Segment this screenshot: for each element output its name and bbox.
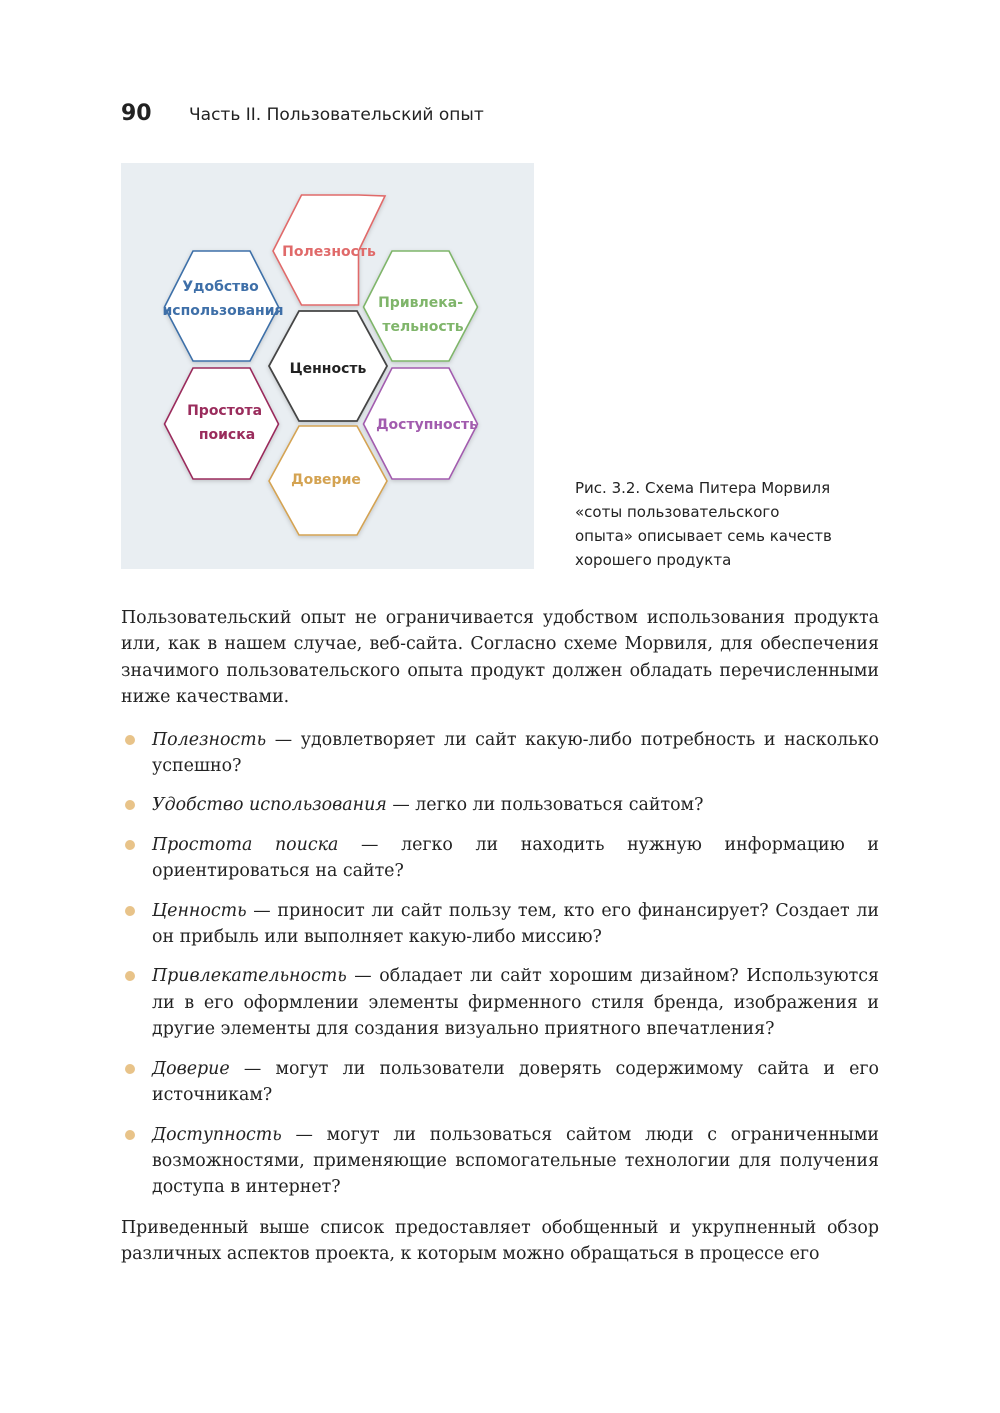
hex-dostupnost — [364, 368, 479, 479]
list-term: Доверие — [152, 1058, 230, 1079]
hex-doverie — [269, 426, 387, 535]
hex-label-tsennost: Ценность — [289, 361, 367, 377]
closing-paragraph: Приведенный выше список предоставляет обобщенный и укрупненный обзор различных аспектов проекта, к которым можно обращаться в процессе его — [121, 1217, 879, 1265]
hex-label-dostupnost: Доступность — [376, 417, 478, 433]
hex-label-prostota-poiska: Простота поиска — [187, 403, 263, 443]
hex-polezost — [273, 195, 385, 305]
list-item — [121, 832, 879, 885]
hex-label-privlekatelnost: Привлека- тельность — [378, 295, 464, 335]
bullet-icon — [125, 840, 135, 850]
hex-prostota-poiska — [165, 368, 279, 479]
page-number: 90 — [121, 101, 152, 126]
list-term: Простота поиска — [152, 834, 339, 855]
bullet-icon — [125, 1064, 135, 1074]
list-term: Ценность — [152, 900, 247, 921]
bullet-icon — [125, 971, 135, 981]
caption-line: опыта» описывает семь качеств — [575, 527, 832, 545]
list-text: — могут ли пользователи доверять содержимому сайта и его источникам? — [152, 1058, 879, 1106]
figure-caption — [575, 476, 895, 572]
hex-label-udobstvo: Удобство использования — [162, 279, 284, 319]
page-header — [121, 101, 484, 126]
hex-udobstvo — [162, 251, 283, 361]
list-item — [121, 792, 879, 818]
hex-label-doverie: Доверие — [291, 472, 361, 488]
list-text: — обладает ли сайт хорошим дизайном? Используются ли в его оформлении элементы фирменного стиля бренда, изображения и другие элементы для создания визуально приятного впечатления? — [152, 966, 879, 1040]
hex-tsennost — [269, 311, 387, 421]
list-term: Удобство использования — [152, 795, 387, 816]
running-title: Часть II. Пользовательский опыт — [189, 105, 484, 125]
list-item — [121, 727, 879, 780]
list-text: — легко ли находить нужную информацию и ориентироваться на сайте? — [152, 834, 879, 882]
honeycomb-figure — [121, 163, 534, 569]
hex-privlekatelnost — [364, 251, 478, 361]
list-text: — могут ли пользоваться сайтом люди с ограниченными возможностями, применяющие вспомогательные технологии для получения доступа в интернет? — [152, 1124, 879, 1198]
qualities-list — [121, 727, 879, 1201]
hex-label-polezost: Полезность — [282, 244, 376, 260]
bullet-icon — [125, 1130, 135, 1140]
list-term: Полезность — [152, 729, 267, 750]
list-text: — приносит ли сайт пользу тем, кто его финансирует? Создает ли он прибыль или выполняет какую-либо миссию? — [152, 900, 879, 948]
honeycomb-diagram — [121, 163, 534, 569]
bullet-icon — [125, 800, 135, 810]
list-item — [121, 1056, 879, 1109]
caption-line: «соты пользовательского — [575, 503, 780, 521]
list-text: — легко ли пользоваться сайтом? — [386, 795, 704, 816]
bullet-icon — [125, 906, 135, 916]
intro-paragraph: Пользовательский опыт не ограничивается удобством использования продукта или, как в нашем случае, веб-сайта. Согласно схеме Морвиля, для обеспечения значимого пользовательского опыта продукт должен обладать перечисленными ниже качествами. — [121, 608, 879, 708]
caption-line: хорошего продукта — [575, 551, 732, 569]
list-text: — удовлетворяет ли сайт какую-либо потребность и насколько успешно? — [152, 729, 879, 777]
body-text — [121, 605, 879, 1268]
bullet-icon — [125, 735, 135, 745]
caption-line: Рис. 3.2. Схема Питера Морвиля — [575, 479, 831, 497]
list-item — [121, 963, 879, 1042]
list-term: Доступность — [152, 1124, 282, 1145]
list-term: Привлекательность — [152, 966, 347, 987]
list-item — [121, 898, 879, 951]
list-item — [121, 1122, 879, 1201]
